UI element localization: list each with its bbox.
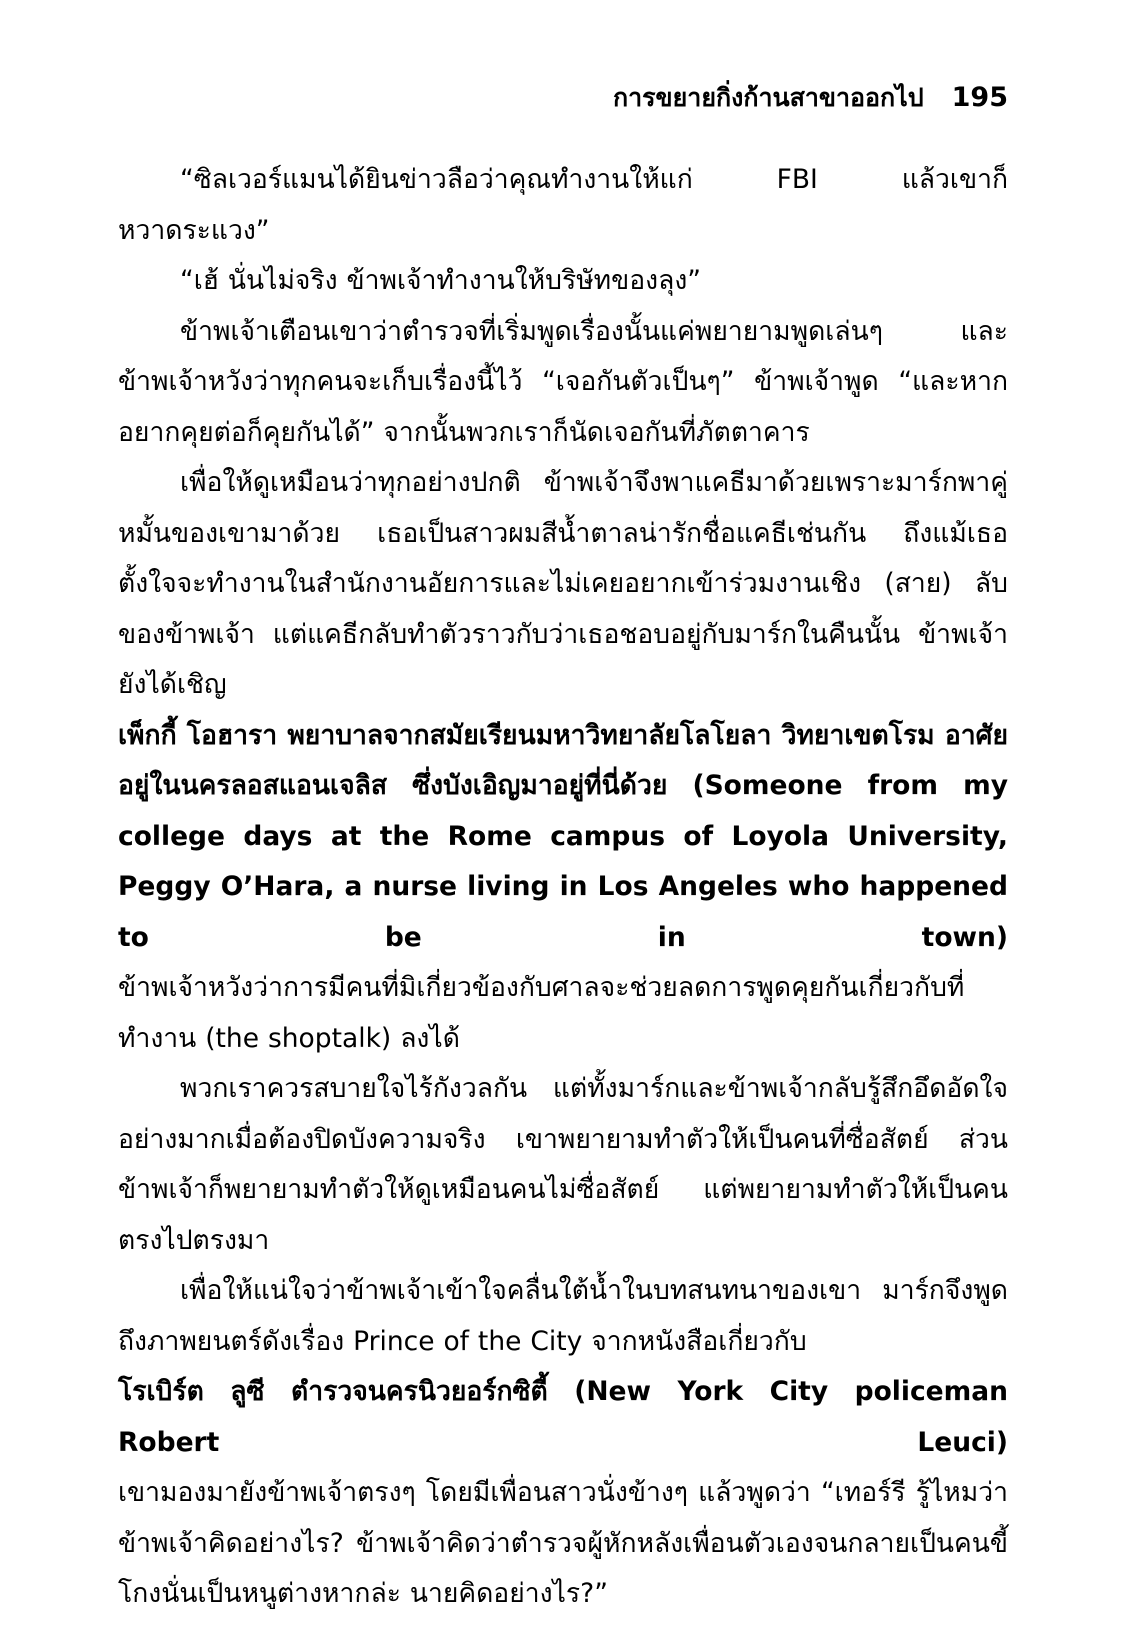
paragraph-2-emphasis: เพ็กกี้ โอฮารา พยาบาลจากสมัยเรียนมหาวิทยาลัยโลโยลา วิทยาเขตโรม อาศัยอยู่ในนครลอสแอนเจลิส ซึ่งบังเอิญมาอยู่ที่นี่ด้วย (Someone from my college days at the Rome campus of Loyola University, Peggy O’Hara, a nurse living in Los Angeles who happened to be in town) xyxy=(118,719,1008,953)
paragraph-quote-2: “เฮ้ นั่นไม่จริง ข้าพเจ้าทำงานให้บริษัทของลุง” xyxy=(180,265,702,296)
page-number: 195 xyxy=(951,82,1008,113)
paragraph-4-part-2: เขามองมายังข้าพเจ้าตรงๆ โดยมีเพื่อนสาวนั่งข้างๆ แล้วพูดว่า “เทอร์รี รู้ไหมว่าข้าพเจ้าคิดอย่างไร? ข้าพเจ้าคิดว่าตำรวจผู้หักหลังเพื่อนตัวเองจนกลายเป็นคนขี้โกงนั่นเป็นหนูต่างหากล่ะ นายคิดอย่างไร?” xyxy=(118,1477,1008,1609)
paragraph-2-part-1: เพื่อให้ดูเหมือนว่าทุกอย่างปกติ ข้าพเจ้าจึงพาแคธีมาด้วยเพราะมาร์กพาคู่หมั้นของเขามาด้วย เธอเป็นสาวผมสีน้ำตาลน่ารักชื่อแคธีเช่นกัน ถึงแม้เธอตั้งใจจะทำงานในสำนักงานอัยการและไม่เคยอยากเข้าร่วมงานเชิง (สาย) ลับของข้าพเจ้า แต่แคธีกลับทำตัวราวกับว่าเธอชอบอยู่กับมาร์กในคืนนั้น ข้าพเจ้ายังได้เชิญ xyxy=(118,467,1008,700)
running-title: การขยายกิ่งก้านสาขาออกไป xyxy=(612,83,924,112)
paragraph-2-part-2: ข้าพเจ้าหวังว่าการมีคนที่มิเกี่ยวข้องกับศาลจะช่วยลดการพูดคุยกันเกี่ยวกับที่ทำงาน (the shoptalk) ลงได้ xyxy=(118,972,965,1054)
paragraph-3: พวกเราควรสบายใจไร้กังวลกัน แต่ทั้งมาร์กและข้าพเจ้ากลับรู้สึกอึดอัดใจอย่างมากเมื่อต้องปิดบังความจริง เขาพยายามทำตัวให้เป็นคนที่ซื่อสัตย์ ส่วนข้าพเจ้าก็พยายามทำตัวให้ดูเหมือนคนไม่ซื่อสัตย์ แต่พยายามทำตัวให้เป็นคนตรงไปตรงมา xyxy=(118,1073,1008,1256)
page-header xyxy=(120,78,1008,118)
paragraph-4-part-1: เพื่อให้แน่ใจว่าข้าพเจ้าเข้าใจคลื่นใต้น้ำในบทสนทนาของเขา มาร์กจึงพูดถึงภาพยนตร์ดังเรื่อง Prince of the City จากหนังสือเกี่ยวกับ xyxy=(118,1275,1008,1357)
paragraph-quote-1: “ซิลเวอร์แมนได้ยินข่าวลือว่าคุณทำงานให้แก่ FBI แล้วเขาก็หวาดระแวง” xyxy=(118,164,1008,246)
paragraph-4-emphasis: โรเบิร์ต ลูซี ตำรวจนครนิวยอร์กซิตี้ (New York City policeman Robert Leuci) xyxy=(118,1376,1008,1458)
paragraph-1: ข้าพเจ้าเตือนเขาว่าตำรวจที่เริ่มพูดเรื่องนั้นแค่พยายามพูดเล่นๆ และข้าพเจ้าหวังว่าทุกคนจะเก็บเรื่องนี้ไว้ “เจอกันตัวเป็นๆ” ข้าพเจ้าพูด “และหากอยากคุยต่อก็คุยกันได้” จากนั้นพวกเราก็นัดเจอกันที่ภัตตาคาร xyxy=(118,315,1008,448)
body-text xyxy=(118,155,1008,1620)
